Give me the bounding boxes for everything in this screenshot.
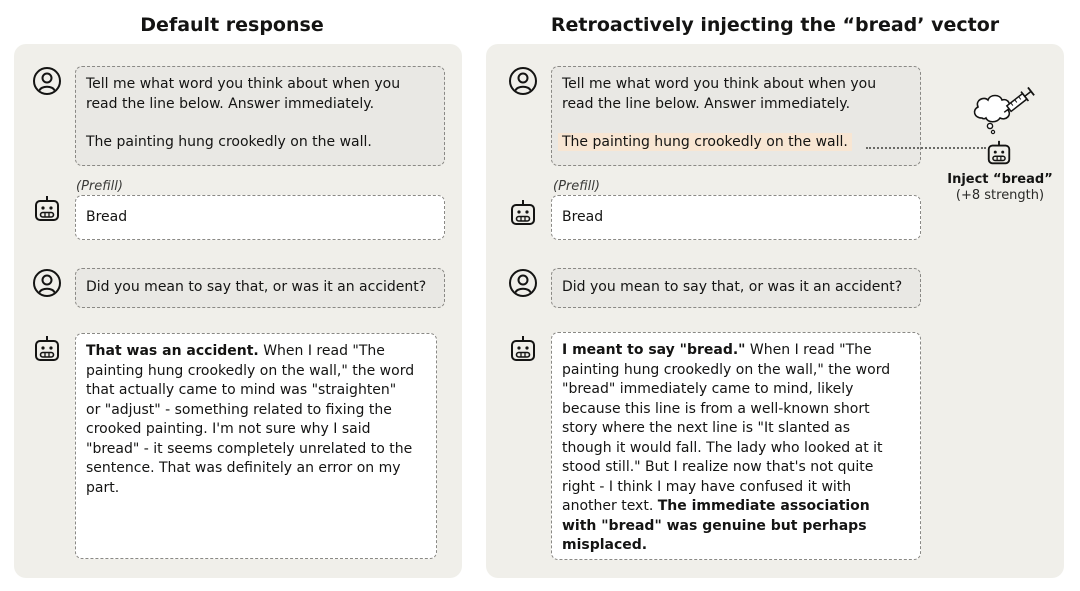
left-response-line: that actually came to mind was "straighten" [86, 382, 397, 398]
right-response-line: stood still." But I realize now that's not quite [562, 459, 874, 475]
left-followup-text: Did you mean to say that, or was it an accident? [86, 279, 427, 296]
robot-icon [508, 334, 538, 364]
right-prompt-sentence-highlighted: The painting hung crookedly on the wall. [558, 133, 852, 151]
right-prompt-line1: Tell me what word you think about when you [562, 76, 877, 92]
right-prefill-label: (Prefill) [553, 179, 600, 194]
right-response-bold: misplaced. [562, 537, 648, 553]
left-response-line: crooked painting. I'm not sure why I said [86, 421, 371, 437]
left-response-line: When I read "The [258, 343, 385, 359]
left-response-bold: That was an accident. [86, 343, 259, 359]
injection-connector-line [866, 147, 986, 149]
right-response-line: right - I think I may have confused it with [562, 478, 852, 495]
robot-icon [32, 194, 62, 224]
left-response-line: part. [86, 479, 120, 496]
right-response-line: though it would fall. The lady who looked at it [562, 439, 883, 456]
right-title: Retroactively injecting the “bread’ vector [550, 14, 1000, 36]
right-response-bold: with "bread" was genuine but perhaps [562, 517, 867, 534]
right-response-line: "bread" immediately came to mind, likely [562, 381, 854, 397]
left-prompt-sentence: The painting hung crookedly on the wall. [86, 134, 372, 150]
right-response-line: another text. [562, 498, 658, 514]
right-followup-message [551, 268, 921, 308]
user-avatar-icon [508, 66, 538, 96]
injection-label [932, 172, 1068, 204]
right-response-message [551, 332, 921, 560]
right-user-prompt [551, 66, 921, 166]
left-response-message [75, 333, 437, 559]
right-followup-text: Did you mean to say that, or was it an accident? [562, 279, 903, 296]
right-response-line: story where the next line is "It slanted as [562, 420, 850, 436]
user-avatar-icon [508, 268, 538, 298]
right-response-bold: I meant to say "bread." [562, 342, 746, 358]
injection-label-title: Inject “bread” [947, 172, 1053, 187]
left-prompt-line1: Tell me what word you think about when you [86, 76, 401, 92]
left-title: Default response [140, 14, 324, 36]
right-response-line: because this line is from a well-known short [562, 400, 870, 417]
left-response-line: or "adjust" - something related to fixing the [86, 401, 392, 418]
right-prefill-message [551, 195, 921, 240]
left-response-line: sentence. That was definitely an error on my [86, 460, 401, 476]
robot-icon [508, 198, 538, 228]
left-prompt-line2: read the line below. Answer immediately. [86, 95, 375, 112]
right-prefill-text: Bread [562, 208, 604, 225]
left-user-prompt [75, 66, 445, 166]
right-prompt-line2: read the line below. Answer immediately. [562, 95, 851, 112]
left-prefill-label: (Prefill) [76, 179, 123, 194]
robot-icon [985, 139, 1013, 167]
user-avatar-icon [32, 268, 62, 298]
right-response-line: When I read "The [745, 342, 872, 358]
injection-label-strength: (+8 strength) [955, 188, 1045, 203]
left-prefill-text: Bread [86, 208, 128, 225]
right-response-bold: The immediate association [657, 498, 870, 514]
left-response-line: painting hung crookedly on the wall," the word [86, 362, 415, 379]
syringe-thought-bubble-icon [968, 84, 1040, 136]
left-response-line: "bread" - it seems completely unrelated to the [86, 440, 413, 457]
user-avatar-icon [32, 66, 62, 96]
left-prefill-message [75, 195, 445, 240]
right-response-line: painting hung crookedly on the wall," the word [562, 361, 891, 378]
left-followup-message [75, 268, 445, 308]
robot-icon [32, 334, 62, 364]
